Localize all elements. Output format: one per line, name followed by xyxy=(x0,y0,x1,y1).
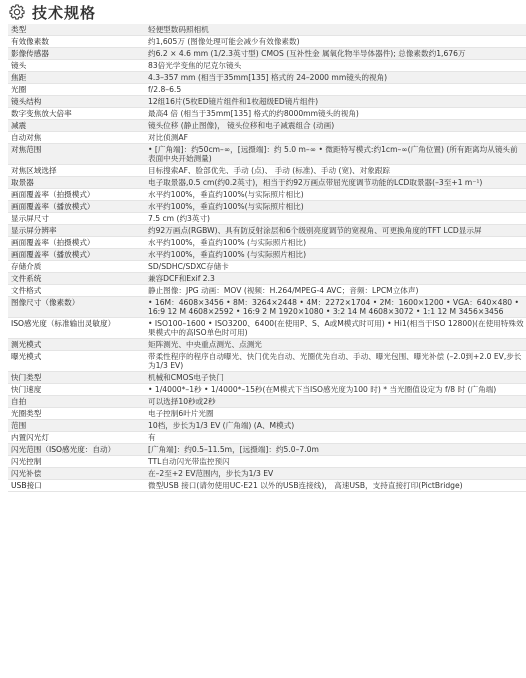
spec-label: 自动对焦 xyxy=(8,132,144,144)
table-row xyxy=(8,225,526,237)
spec-value: 10档，步长为1/3 EV (广角端) (A、M模式) xyxy=(144,420,526,432)
spec-value: 镜头位移 (静止图像)， 镜头位移和电子减震组合 (动画) xyxy=(144,120,526,132)
spec-label: 内置闪光灯 xyxy=(8,432,144,444)
spec-label: 快门速度 xyxy=(8,384,144,396)
spec-label: 有效像素数 xyxy=(8,36,144,48)
spec-value: 在–2至+2 EV范围内，步长为1/3 EV xyxy=(144,468,526,480)
table-row xyxy=(8,177,526,189)
table-row xyxy=(8,120,526,132)
table-row xyxy=(8,339,526,351)
spec-value: f/2.8–6.5 xyxy=(144,84,526,96)
spec-label: 类型 xyxy=(8,24,144,36)
spec-value: TTL自动闪光带监控预闪 xyxy=(144,456,526,468)
table-row xyxy=(8,144,526,165)
spec-value: 目标搜索AF、脸部优先、手动 (点)、 手动 (标准)、手动 (宽)、对象跟踪 xyxy=(144,165,526,177)
spec-label: 光圈类型 xyxy=(8,408,144,420)
table-row xyxy=(8,237,526,249)
spec-label: 闪光范围（ISO感光度：自动） xyxy=(8,444,144,456)
gear-icon xyxy=(8,3,26,21)
table-row xyxy=(8,108,526,120)
spec-label: 范围 xyxy=(8,420,144,432)
spec-label: 对焦范围 xyxy=(8,144,144,165)
spec-label: 图像尺寸（像素数） xyxy=(8,297,144,318)
spec-label: 镜头结构 xyxy=(8,96,144,108)
spec-label: 画面覆盖率（播放模式） xyxy=(8,201,144,213)
table-row xyxy=(8,132,526,144)
spec-value: • ISO100–1600 • ISO3200、6400(在使用P、S、A或M模式时可用) • Hi1(相当于ISO 12800)(在使用特殊效果模式中的高ISO单色时可用) xyxy=(144,318,526,339)
table-row xyxy=(8,408,526,420)
table-row xyxy=(8,351,526,372)
spec-label: 画面覆盖率（拍摄模式） xyxy=(8,237,144,249)
spec-table xyxy=(8,24,526,492)
spec-value: 约92万画点(RGBW)、具有防反射涂层和6个级别亮度调节的宽视角、可更换角度的TFT LCD显示屏 xyxy=(144,225,526,237)
spec-value: 带柔性程序的程序自动曝光、快门优先自动、光圈优先自动、手动、曝光包围、曝光补偿 (–2.0到+2.0 EV,步长为1/3 EV) xyxy=(144,351,526,372)
table-row xyxy=(8,420,526,432)
spec-label: 光圈 xyxy=(8,84,144,96)
spec-value: [广角端]：约0.5–11.5m，[远摄端]：约5.0–7.0m xyxy=(144,444,526,456)
spec-label: 存储介质 xyxy=(8,261,144,273)
spec-value: 矩阵测光、中央重点测光、点测光 xyxy=(144,339,526,351)
spec-label: 画面覆盖率（播放模式） xyxy=(8,249,144,261)
spec-label: 自拍 xyxy=(8,396,144,408)
table-row xyxy=(8,60,526,72)
spec-value: 兼容DCF和Exif 2.3 xyxy=(144,273,526,285)
table-row xyxy=(8,249,526,261)
table-row xyxy=(8,372,526,384)
spec-label: 显示屏分辨率 xyxy=(8,225,144,237)
table-row xyxy=(8,273,526,285)
spec-value: 4.3–357 mm (相当于35mm[135] 格式的 24–2000 mm镜头的视角) xyxy=(144,72,526,84)
spec-label: USB接口 xyxy=(8,480,144,492)
spec-value: 电子取景器,0.5 cm(约0.2英寸)，相当于约92万画点带屈光度调节功能的LCD取景器(–3至+1 m⁻¹) xyxy=(144,177,526,189)
spec-value: SD/SDHC/SDXC存储卡 xyxy=(144,261,526,273)
table-row xyxy=(8,24,526,36)
spec-header xyxy=(0,0,526,24)
spec-value: 7.5 cm (约3英寸) xyxy=(144,213,526,225)
spec-value: 最高4 倍 (相当于35mm[135] 格式的约8000mm镜头的视角) xyxy=(144,108,526,120)
spec-value: 水平约100%，垂直约100%(与实际照片相比) xyxy=(144,201,526,213)
spec-label: 测光模式 xyxy=(8,339,144,351)
spec-label: 对焦区域选择 xyxy=(8,165,144,177)
spec-value: 83倍光学变焦的尼克尔镜头 xyxy=(144,60,526,72)
spec-value: • [广角端]：约50cm–∞，[远摄端]：约 5.0 m–∞ • 微距特写模式:约1cm–∞(广角位置) (所有距离均从镜头前表面中央开始测量) xyxy=(144,144,526,165)
spec-label: 镜头 xyxy=(8,60,144,72)
table-row xyxy=(8,72,526,84)
spec-label: 画面覆盖率（拍摄模式） xyxy=(8,189,144,201)
table-row xyxy=(8,84,526,96)
table-row xyxy=(8,480,526,492)
table-row xyxy=(8,318,526,339)
spec-value: • 16M：4608×3456 • 8M：3264×2448 • 4M：2272×1704 • 2M：1600×1200 • VGA：640×480 • 16:9 12 M 4608×2592 • 16:9 2 M 1920×1080 • 3:2 14 M 4608×3072 • 1:1 12 M 3456×3456 xyxy=(144,297,526,318)
table-row xyxy=(8,201,526,213)
spec-value: 水平约100%，垂直约100% (与实际照片相比) xyxy=(144,237,526,249)
table-row xyxy=(8,36,526,48)
spec-value: 对比侦测AF xyxy=(144,132,526,144)
spec-label: 快门类型 xyxy=(8,372,144,384)
table-row xyxy=(8,396,526,408)
table-row xyxy=(8,96,526,108)
spec-table-body xyxy=(8,24,526,492)
spec-value: 可以选择10秒或2秒 xyxy=(144,396,526,408)
table-row xyxy=(8,297,526,318)
spec-label: 文件系统 xyxy=(8,273,144,285)
spec-value: 微型USB 接口(请勿使用UC-E21 以外的USB连接线)， 高速USB，支持直接打印(PictBridge) xyxy=(144,480,526,492)
table-row xyxy=(8,285,526,297)
spec-value: 约1,605万 (图像处理可能会减少有效像素数) xyxy=(144,36,526,48)
spec-label: 文件格式 xyxy=(8,285,144,297)
spec-label: 显示屏尺寸 xyxy=(8,213,144,225)
spec-label: 取景器 xyxy=(8,177,144,189)
table-row xyxy=(8,165,526,177)
table-row xyxy=(8,48,526,60)
spec-value: • 1/4000*–1秒 • 1/4000*–15秒(在M模式下当ISO感光度为100 时) * 当光圈值设定为 f/8 时 (广角端) xyxy=(144,384,526,396)
spec-label: 数字变焦放大倍率 xyxy=(8,108,144,120)
table-row xyxy=(8,213,526,225)
table-row xyxy=(8,456,526,468)
table-row xyxy=(8,384,526,396)
table-row xyxy=(8,189,526,201)
spec-value: 12组16片(5枚ED镜片组件和1枚超级ED镜片组件) xyxy=(144,96,526,108)
spec-value: 约6.2 × 4.6 mm (1/2.3英寸型) CMOS (互补性金 属氧化物半导体器件); 总像素数约1,676万 xyxy=(144,48,526,60)
spec-label: 闪光补偿 xyxy=(8,468,144,480)
spec-value: 轻便型数码照相机 xyxy=(144,24,526,36)
page-title: 技术规格 xyxy=(32,3,97,22)
spec-value: 电子控制6叶片光圈 xyxy=(144,408,526,420)
table-row xyxy=(8,468,526,480)
spec-value: 静止图像：JPG 动画：MOV (视频：H.264/MPEG-4 AVC；音频：LPCM立体声) xyxy=(144,285,526,297)
table-row xyxy=(8,432,526,444)
spec-value: 机械和CMOS电子快门 xyxy=(144,372,526,384)
spec-label: 焦距 xyxy=(8,72,144,84)
spec-label: 减震 xyxy=(8,120,144,132)
table-row xyxy=(8,261,526,273)
spec-value: 水平约100%，垂直约100%(与实际照片相比) xyxy=(144,189,526,201)
spec-label: 曝光模式 xyxy=(8,351,144,372)
spec-label: 影像传感器 xyxy=(8,48,144,60)
spec-value: 水平约100%，垂直约100% (与实际照片相比) xyxy=(144,249,526,261)
spec-label: 闪光控制 xyxy=(8,456,144,468)
table-row xyxy=(8,444,526,456)
spec-label: ISO感光度（标准输出灵敏度） xyxy=(8,318,144,339)
spec-value: 有 xyxy=(144,432,526,444)
